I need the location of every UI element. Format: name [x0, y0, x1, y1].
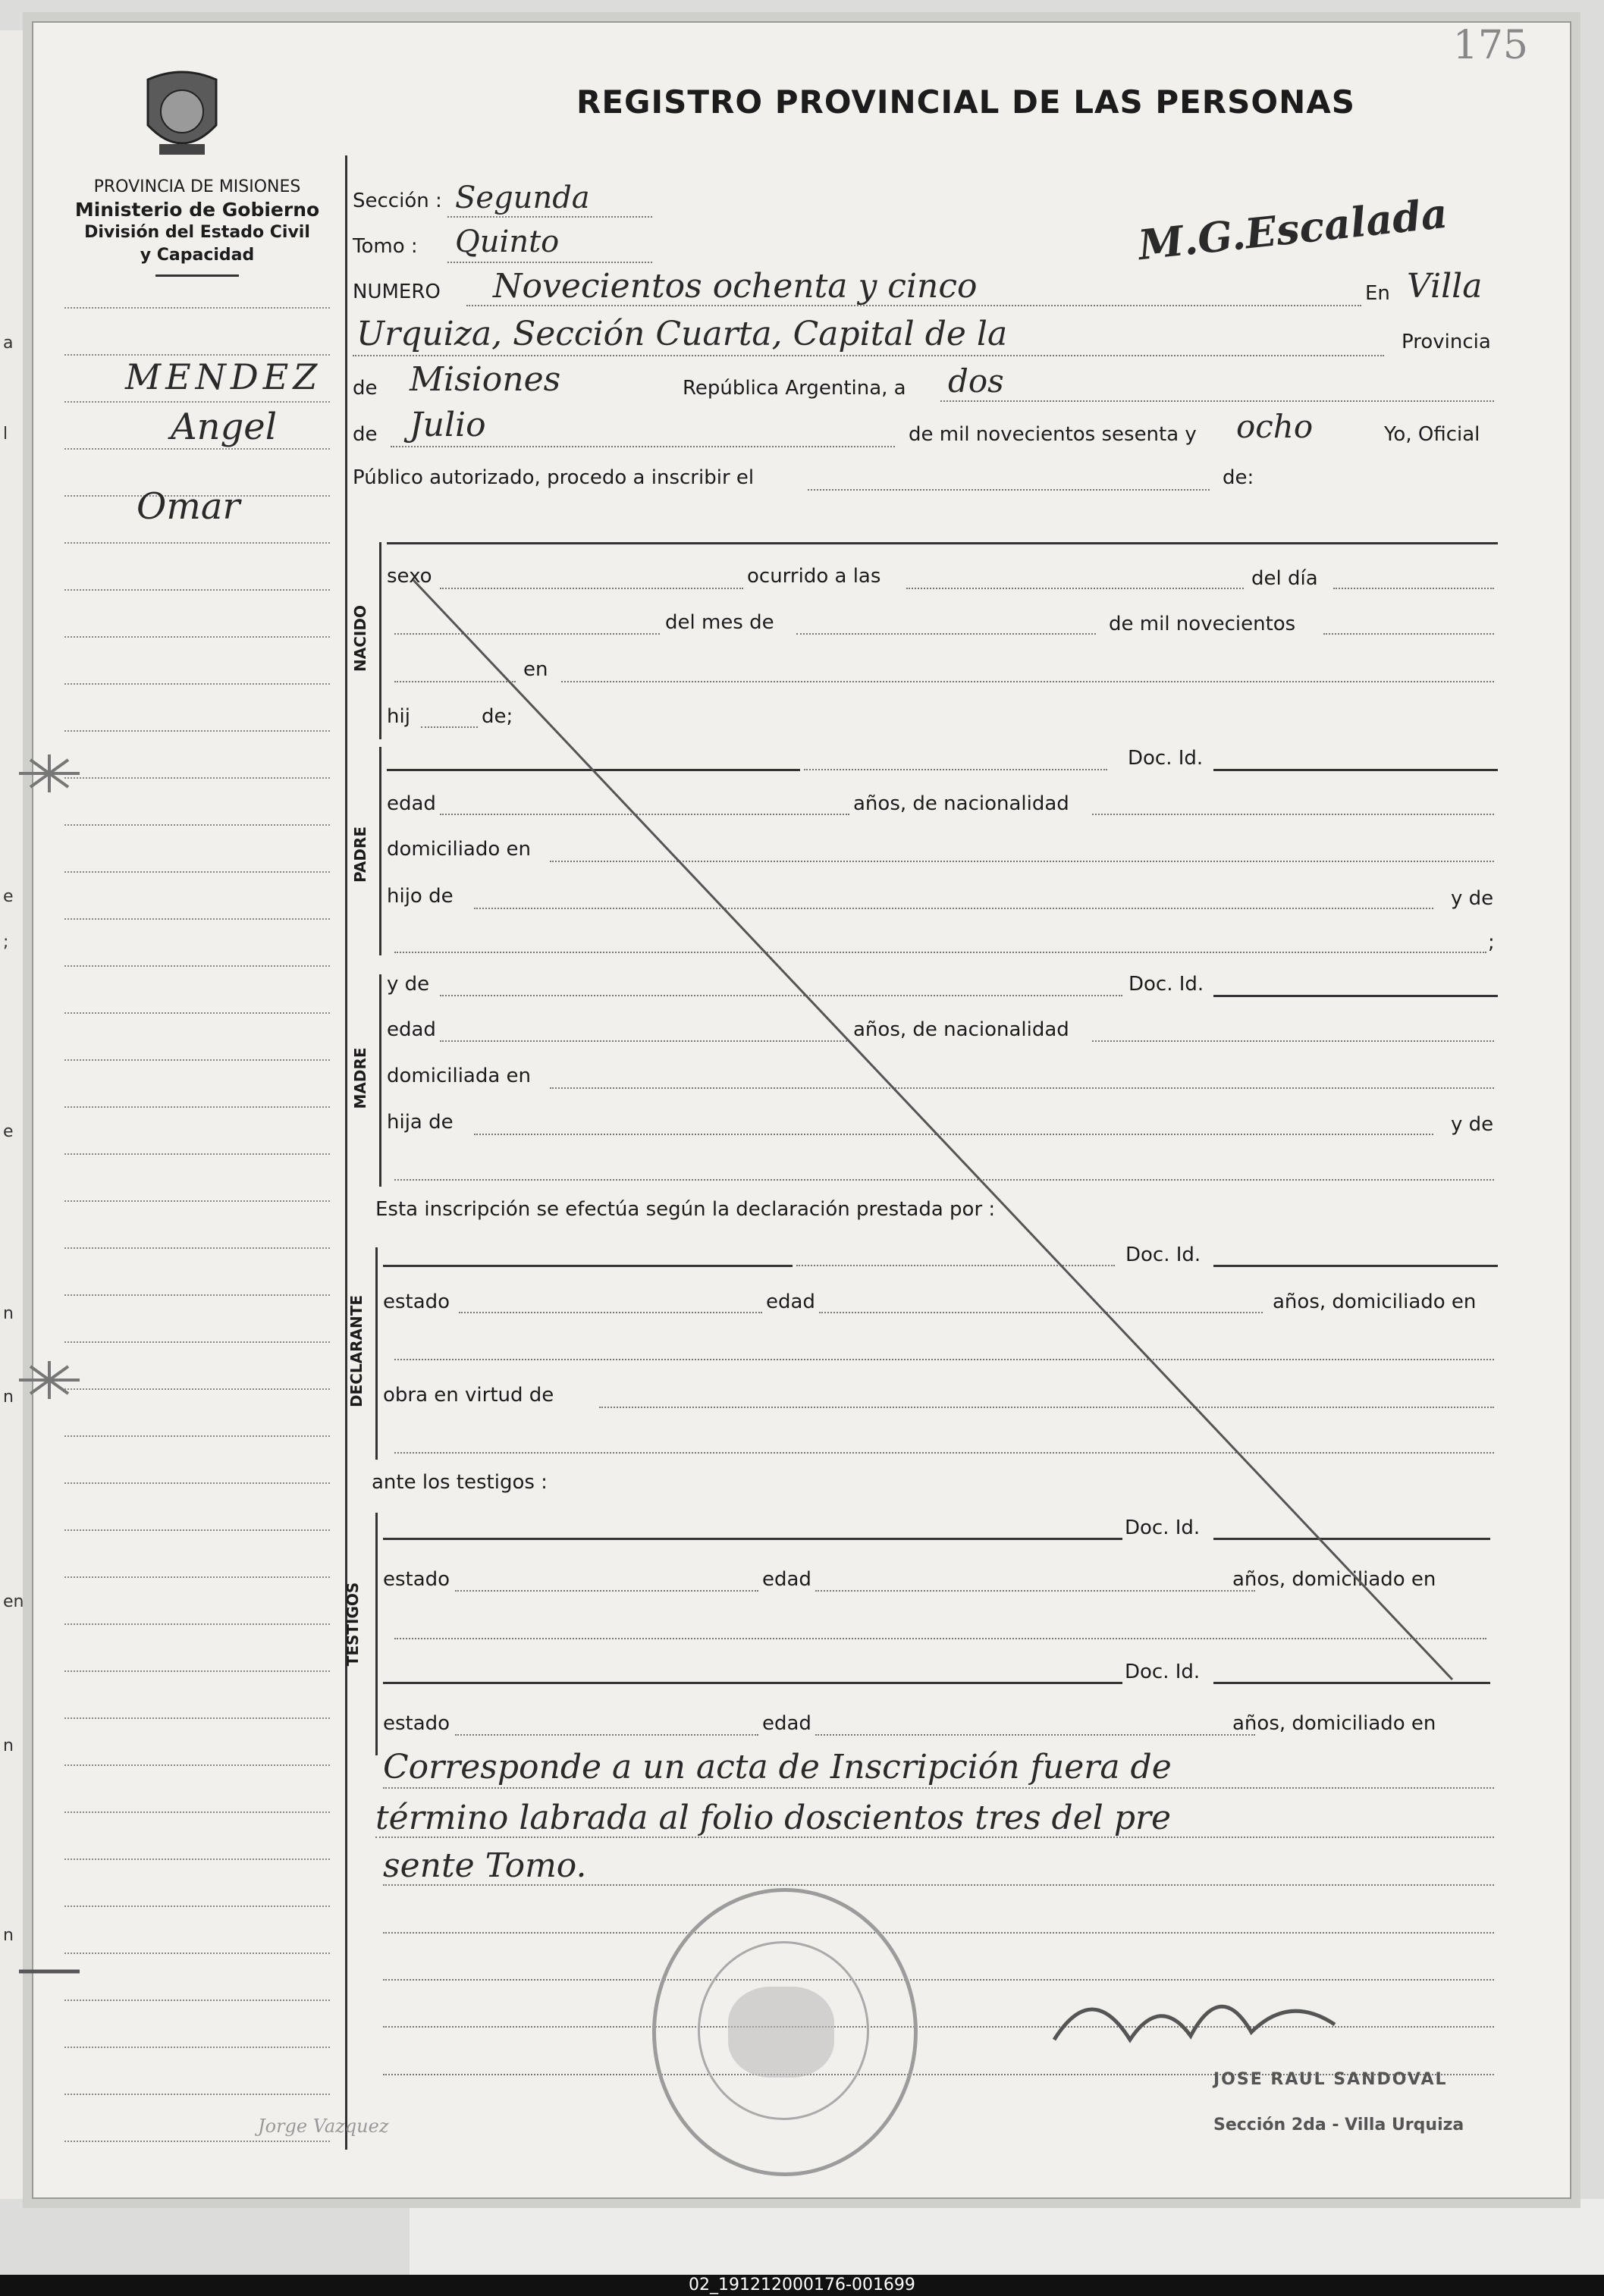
provincia-label: Provincia — [1402, 331, 1491, 353]
margin-rule — [64, 1247, 330, 1249]
margin-rule — [64, 965, 330, 967]
staple-icon — [15, 751, 83, 796]
mil-novecientos-label: de mil novecientos — [1109, 613, 1296, 635]
margin-rule — [64, 2000, 330, 2001]
testigo2-domicilio-label: años, domiciliado en — [1232, 1712, 1436, 1735]
margin-rule — [64, 1576, 330, 1578]
hij-label: hij — [387, 705, 410, 728]
testigo1-estado-label: estado — [383, 1568, 450, 1591]
madre-y-de2-label: y de — [1451, 1113, 1494, 1136]
nacido-section-label: NACIDO — [351, 605, 369, 672]
margin-rule — [64, 730, 330, 732]
margin-rule — [64, 636, 330, 638]
oficial-label: Yo, Oficial — [1384, 423, 1480, 446]
numero-value: Novecientos ochenta y cinco — [493, 267, 978, 306]
bottom-signature — [1047, 1949, 1350, 2070]
seccion-label: Sección : — [353, 190, 442, 212]
testigo1-domicilio-label: años, domiciliado en — [1232, 1568, 1436, 1591]
en-value: Villa — [1407, 267, 1483, 306]
testigo2-doc-label: Doc. Id. — [1125, 1661, 1201, 1683]
register-title: REGISTRO PROVINCIAL DE LAS PERSONAS — [576, 83, 1356, 121]
page-underlay — [410, 2199, 1604, 2275]
margin-rule — [64, 1435, 330, 1437]
month-value: Julio — [410, 406, 486, 444]
margin-rule — [64, 1059, 330, 1061]
margin-rule — [64, 1012, 330, 1014]
margin-rule — [64, 1482, 330, 1484]
staple-icon — [15, 1960, 83, 1983]
seccion-value: Segunda — [455, 180, 590, 215]
edge-fragment: n — [3, 1388, 14, 1407]
testigo1-doc-label: Doc. Id. — [1125, 1517, 1201, 1539]
margin-rule — [64, 1764, 330, 1766]
margin-first-name: Angel — [171, 406, 278, 448]
tomo-value: Quinto — [455, 224, 560, 259]
declaracion-text: Esta inscripción se efectúa según la declaración prestada por : — [375, 1198, 996, 1221]
margin-rule — [64, 354, 330, 356]
official-stamp-section: Sección 2da - Villa Urquiza — [1213, 2116, 1464, 2134]
file-caption: 02_191212000176-001699 — [689, 2276, 915, 2294]
padre-domicilio-label: domiciliado en — [387, 838, 532, 861]
faded-stamp-text: Jorge Vazquez — [258, 2116, 389, 2137]
note-line: término labrada al folio doscientos tres del pre — [375, 1799, 1172, 1837]
year-value: ocho — [1236, 408, 1314, 445]
margin-rule — [64, 2094, 330, 2095]
margin-second-name: Omar — [137, 485, 240, 528]
margin-divider — [345, 155, 347, 2150]
margin-rule — [64, 1953, 330, 1954]
ministry-block — [61, 176, 334, 277]
numero-label: NUMERO — [353, 281, 441, 303]
republica-label: República Argentina, a — [683, 377, 906, 400]
padre-edad-label: edad — [387, 792, 436, 815]
testigo1-edad-label: edad — [762, 1568, 811, 1591]
margin-rule — [64, 777, 330, 779]
declarante-domicilio-label: años, domiciliado en — [1273, 1291, 1477, 1313]
de-label: de — [353, 423, 378, 446]
margin-rule — [64, 1294, 330, 1296]
declarante-section-label: DECLARANTE — [347, 1294, 366, 1408]
del-dia-label: del día — [1251, 567, 1318, 590]
margin-rule — [64, 1153, 330, 1155]
margin-rule — [64, 1858, 330, 1860]
margin-rule — [64, 1200, 330, 1202]
padre-nacionalidad-label: años, de nacionalidad — [853, 792, 1069, 815]
edge-fragment: n — [3, 1926, 14, 1945]
province-value: Misiones — [410, 360, 561, 399]
margin-rule — [64, 448, 330, 450]
padre-hijo-de-label: hijo de — [387, 885, 454, 908]
margin-rule — [64, 307, 330, 309]
margin-rule — [64, 824, 330, 826]
ocurrido-label: ocurrido a las — [747, 565, 881, 588]
margin-rule — [64, 542, 330, 544]
tomo-label: Tomo : — [353, 235, 418, 258]
de-colon-label: de: — [1223, 466, 1254, 489]
padre-section-label: PADRE — [351, 826, 369, 883]
declarante-estado-label: estado — [383, 1291, 450, 1313]
edge-fragment: e — [3, 887, 14, 906]
edge-fragment: ; — [3, 933, 9, 952]
folio-number: 175 — [1452, 23, 1528, 68]
staple-icon — [15, 1357, 83, 1403]
edge-fragment: l — [3, 425, 8, 444]
edge-fragment: n — [3, 1736, 14, 1755]
madre-hija-de-label: hija de — [387, 1111, 454, 1134]
margin-rule — [64, 1905, 330, 1907]
margin-rule — [64, 1341, 330, 1343]
ministry-line: Ministerio de Gobierno — [74, 199, 320, 221]
year-label: de mil novecientos sesenta y — [909, 423, 1197, 446]
declarante-edad-label: edad — [766, 1291, 815, 1313]
hij-de-label: de; — [482, 705, 513, 728]
margin-rule — [64, 2047, 330, 2048]
edge-fragment: a — [3, 334, 14, 353]
madre-doc-label: Doc. Id. — [1128, 973, 1204, 996]
ante-testigos-text: ante los testigos : — [372, 1471, 548, 1494]
testigo2-edad-label: edad — [762, 1712, 811, 1735]
en-label: en — [523, 658, 548, 681]
en-label: En — [1365, 282, 1390, 305]
declarante-doc-label: Doc. Id. — [1125, 1244, 1201, 1266]
testigos-section-label: TESTIGOS — [344, 1582, 362, 1667]
cancellation-stroke — [410, 576, 1502, 1683]
provincial-coat-of-arms-icon — [137, 64, 228, 163]
edge-fragment: e — [3, 1122, 14, 1141]
division-line: División del Estado Civil — [84, 223, 310, 242]
margin-rule — [64, 871, 330, 873]
margin-rule — [64, 2141, 330, 2142]
inscribir-label: Público autorizado, procedo a inscribir el — [353, 466, 755, 489]
margin-rule — [64, 589, 330, 591]
padre-doc-label: Doc. Id. — [1128, 747, 1204, 770]
margin-rule — [64, 1106, 330, 1108]
margin-rule — [64, 1623, 330, 1625]
edge-fragment: en — [3, 1592, 24, 1611]
margin-rule — [64, 1670, 330, 1672]
divider — [155, 274, 239, 277]
province-line: PROVINCIA DE MISIONES — [93, 177, 301, 196]
testigo2-estado-label: estado — [383, 1712, 450, 1735]
declarante-obra-label: obra en virtud de — [383, 1384, 554, 1407]
margin-surname: MENDEZ — [125, 356, 322, 397]
margin-rule — [64, 683, 330, 685]
margin-rule — [64, 918, 330, 920]
place-value: Urquiza, Sección Cuarta, Capital de la — [356, 315, 1008, 353]
stamp-emblem-icon — [728, 1987, 834, 2078]
note-line: Corresponde a un acta de Inscripción fuera de — [383, 1748, 1172, 1786]
capacity-line: y Capacidad — [140, 246, 255, 265]
de-label: de — [353, 377, 378, 400]
margin-rule — [64, 1811, 330, 1813]
margin-rule — [64, 1717, 330, 1719]
madre-y-de-label: y de — [387, 973, 430, 996]
madre-domicilio-label: domiciliada en — [387, 1065, 532, 1087]
margin-rule — [64, 1529, 330, 1531]
top-signature: M.G.Escalada — [1135, 188, 1450, 270]
day-value: dos — [948, 362, 1004, 400]
note-line: sente Tomo. — [383, 1846, 587, 1885]
madre-edad-label: edad — [387, 1018, 436, 1041]
edge-fragment: n — [3, 1304, 14, 1323]
sexo-label: sexo — [387, 565, 432, 588]
margin-rule — [64, 401, 330, 403]
madre-section-label: MADRE — [351, 1047, 369, 1109]
margin-rule — [64, 1388, 330, 1390]
del-mes-label: del mes de — [665, 611, 774, 634]
padre-semicolon: ; — [1488, 931, 1495, 954]
official-stamp-name: JOSE RAUL SANDOVAL — [1213, 2070, 1448, 2089]
madre-nacionalidad-label: años, de nacionalidad — [853, 1018, 1069, 1041]
padre-y-de-label: y de — [1451, 887, 1494, 910]
